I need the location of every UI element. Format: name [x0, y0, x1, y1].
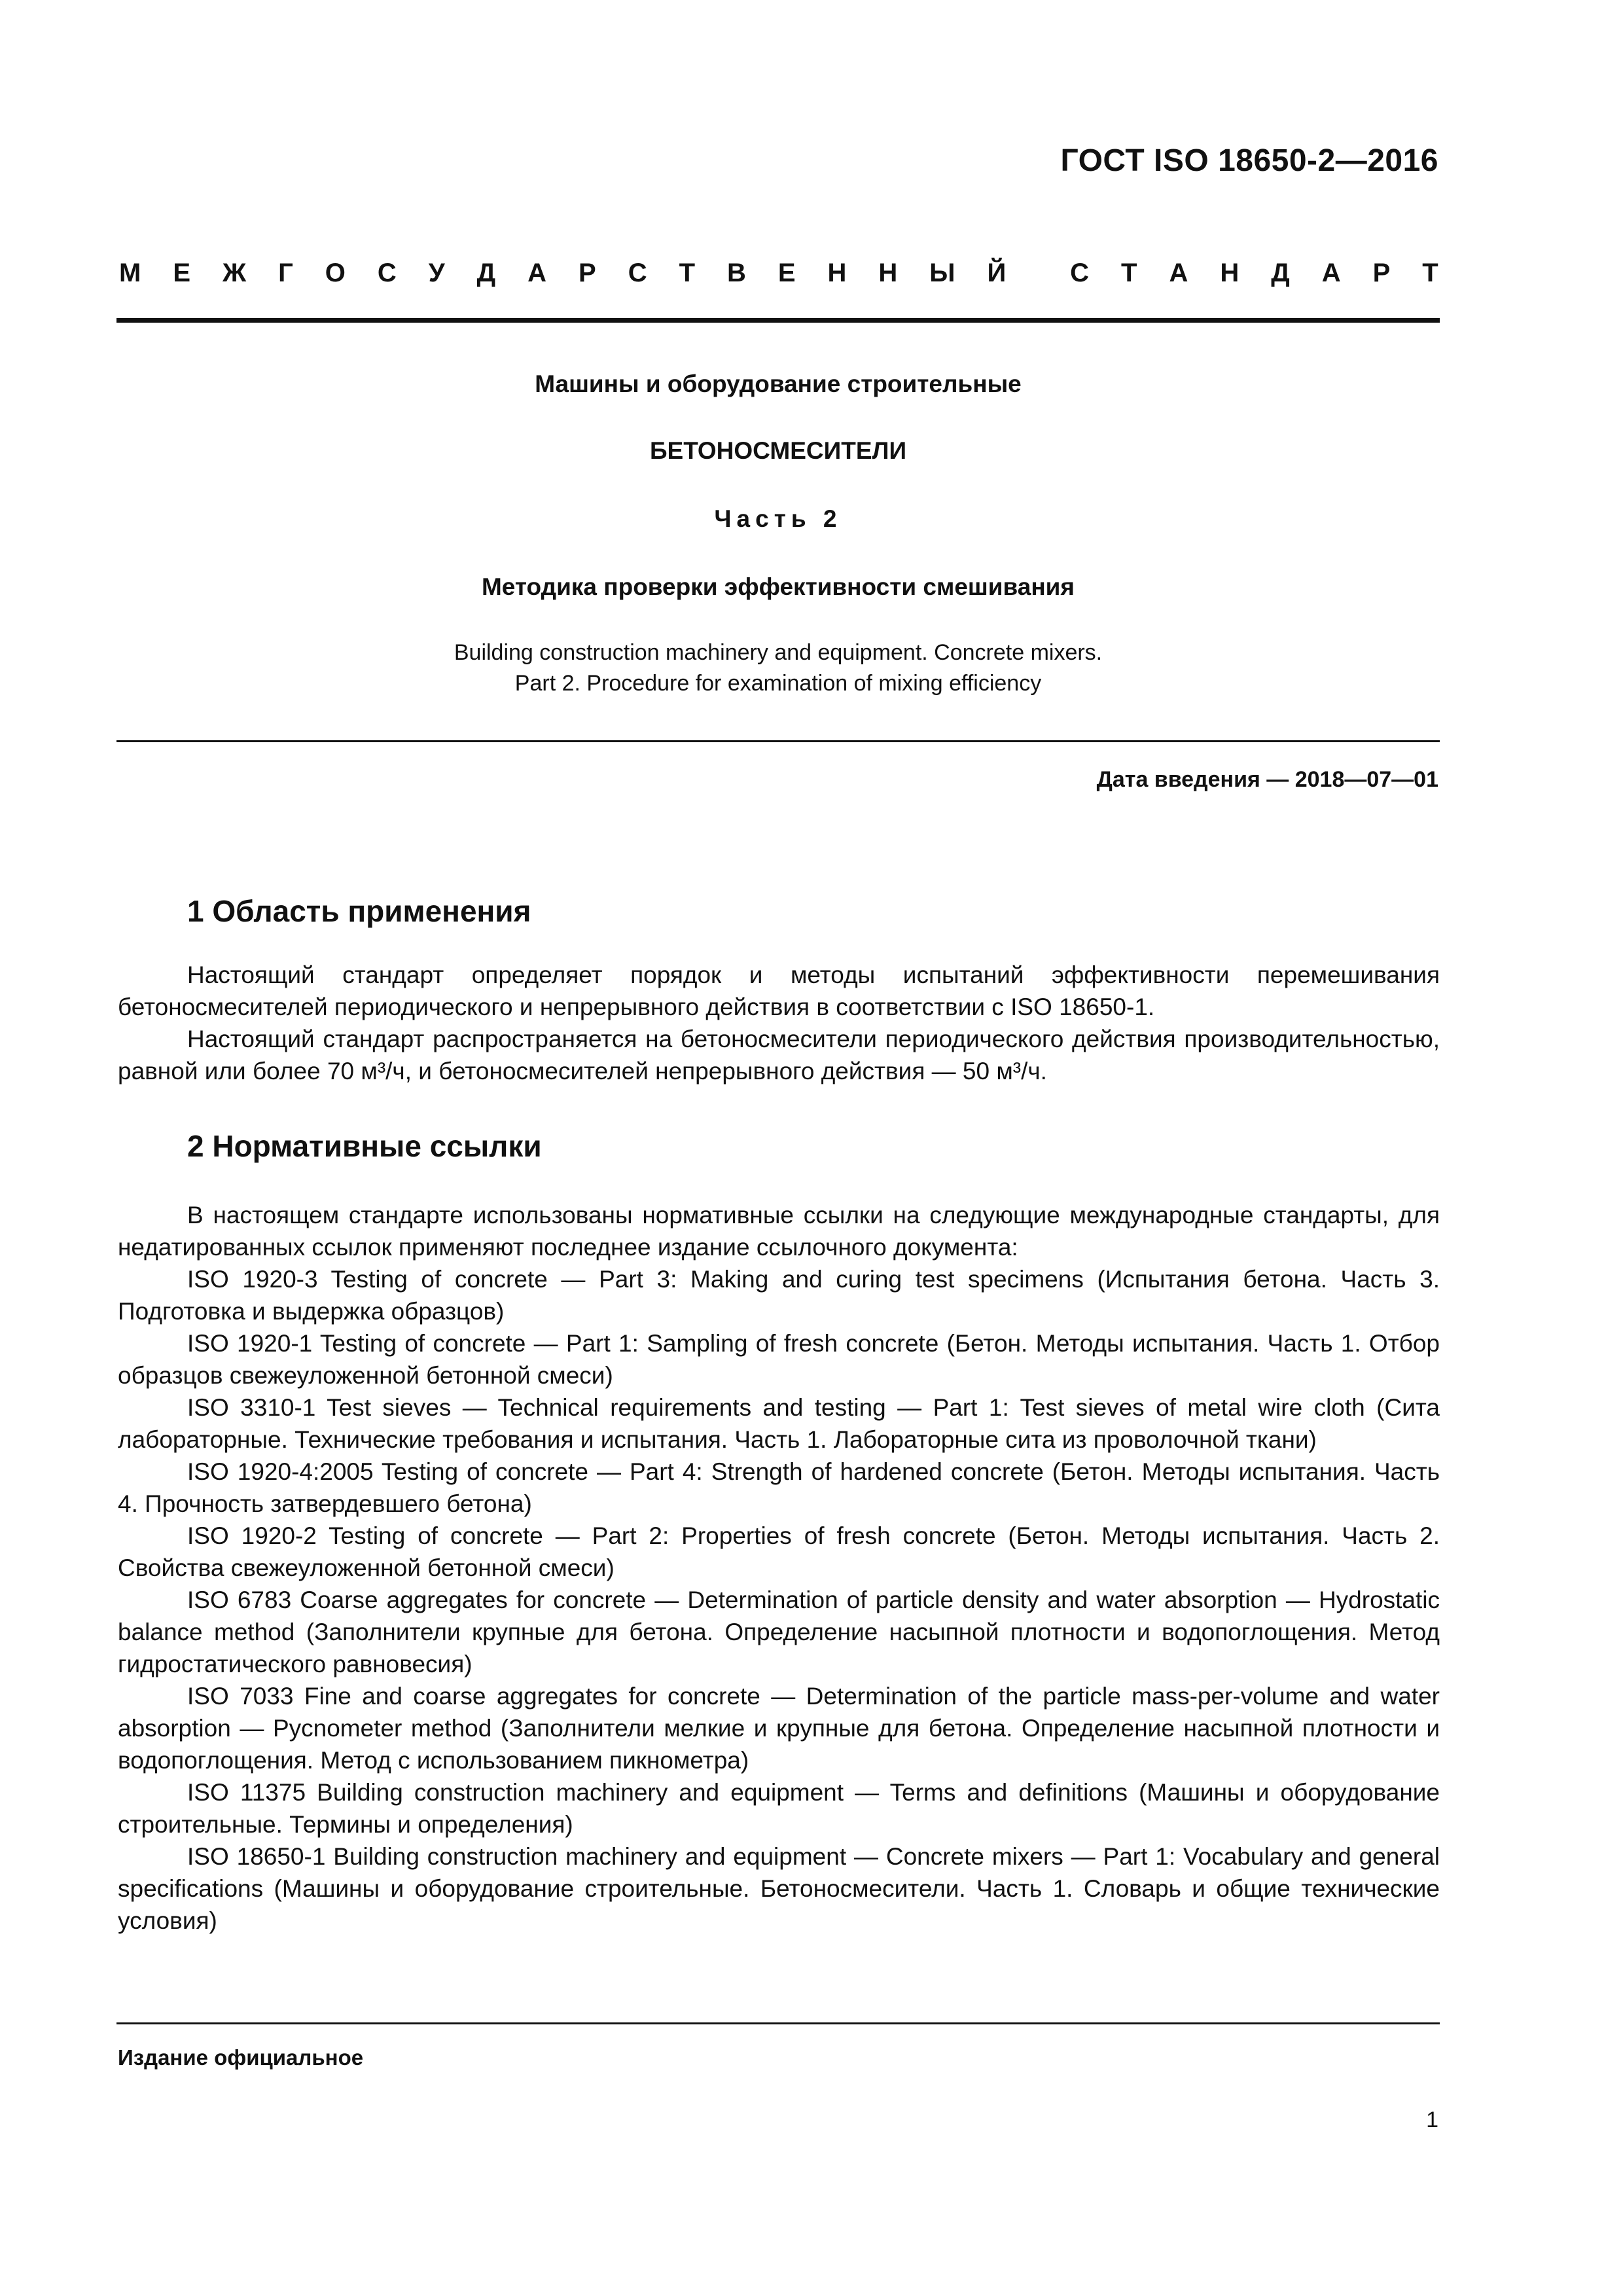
standard-type-letter: Д	[476, 259, 496, 287]
standard-type-letter: О	[325, 259, 346, 287]
standard-type-letter: Т	[679, 259, 695, 287]
standard-type-letter: Н	[827, 259, 847, 287]
standard-type-letter: Ы	[929, 259, 955, 287]
reference-item: ISO 1920-2 Testing of concrete — Part 2: Properties of fresh concrete (Бетон. Методы испытания. Часть 2. Свойства свежеуложенной бетонной смеси)	[118, 1522, 1440, 1581]
standard-type-letter: Т	[1121, 259, 1137, 287]
reference-item: ISO 1920-4:2005 Testing of concrete — Part 4: Strength of hardened concrete (Бетон. Методы испытания. Часть 4. Прочность затвердевшего бетона)	[118, 1458, 1440, 1517]
reference-item: ISO 18650-1 Building construction machinery and equipment — Concrete mixers — Part 1: Vocabulary and general specifications (Машины и оборудование строительные. Бетоносмесители. Часть 1. Словарь и общие технические условия)	[118, 1843, 1440, 1934]
standard-type-letter: Г	[278, 259, 293, 287]
standard-type-letter: Ж	[222, 259, 247, 287]
reference-item: ISO 11375 Building construction machinery and equipment — Terms and definitions (Машины и оборудование строительные. Термины и определения)	[118, 1779, 1440, 1838]
standard-type-letter: Е	[777, 259, 796, 287]
introduction-date: Дата введения — 2018—07—01	[1096, 767, 1438, 792]
title-divider	[116, 740, 1440, 742]
reference-item: ISO 1920-1 Testing of concrete — Part 1: Sampling of fresh concrete (Бетон. Методы испытания. Часть 1. Отбор образцов свежеуложенной бетонной смеси)	[118, 1330, 1440, 1389]
footer-divider	[116, 2022, 1440, 2024]
standard-type-label	[119, 259, 1438, 288]
paragraph: Настоящий стандарт определяет порядок и методы испытаний эффективности перемешивания бетоносмесителей периодического и непрерывного действия в соответствии с ISO 18650-1.	[118, 961, 1440, 1020]
standard-type-letter: С	[377, 259, 397, 287]
section-body-normative-references	[118, 1199, 1440, 1937]
standard-type-letter: В	[726, 259, 746, 287]
title-group: Машины и оборудование строительные	[535, 370, 1022, 397]
document-number: ГОСТ ISO 18650-2—2016	[1060, 143, 1438, 178]
section-body-scope	[118, 959, 1440, 1087]
standard-type-letter: Р	[1372, 259, 1391, 287]
title-main: БЕТОНОСМЕСИТЕЛИ	[649, 437, 907, 464]
standard-type-letter: А	[1169, 259, 1188, 287]
standard-type-letter: А	[527, 259, 547, 287]
standard-type-letter: С	[1070, 259, 1090, 287]
reference-item: ISO 6783 Coarse aggregates for concrete — Determination of particle density and water absorption — Hydrostatic balance method (Заполнители крупные для бетона. Определение насыпной плотности и водопоглощения. Метод гидростатического равновесия)	[118, 1587, 1440, 1677]
standard-type-letter: Р	[579, 259, 596, 287]
title-part: Часть 2	[714, 505, 842, 532]
reference-item: ISO 3310-1 Test sieves — Technical requirements and testing — Part 1: Test sieves of metal wire cloth (Сита лабораторные. Технические требования и испытания. Часть 1. Лабораторные сита из проволочной ткани)	[118, 1394, 1440, 1453]
standard-type-letter: Е	[173, 259, 190, 287]
standard-type-letter: М	[119, 259, 141, 287]
paragraph: Настоящий стандарт распространяется на бетоносмесители периодического действия производительностью, равной или более 70 м³/ч, и бетоносмесителей непрерывного действия — 50 м³/ч.	[118, 1026, 1440, 1085]
official-edition-label: Издание официальное	[118, 2045, 364, 2070]
standard-type-letter: Й	[987, 259, 1007, 287]
reference-item: ISO 1920-3 Testing of concrete — Part 3: Making and curing test specimens (Испытания бетона. Часть 3. Подготовка и выдержка образцов)	[118, 1266, 1440, 1325]
title-subtitle: Методика проверки эффективности смешивания	[481, 573, 1075, 600]
standard-type-letter: Н	[1220, 259, 1240, 287]
title-english-line-2: Part 2. Procedure for examination of mixing efficiency	[514, 671, 1042, 696]
reference-item: ISO 7033 Fine and coarse aggregates for concrete — Determination of the particle mass-per-volume and water absorption — Pycnometer method (Заполнители мелкие и крупные для бетона. Определение насыпной плотности и водопоглощения. Метод с использованием пикнометра)	[118, 1683, 1440, 1774]
standard-type-letter: Д	[1271, 259, 1290, 287]
standard-type-letter: Т	[1422, 259, 1438, 287]
title-english-line-1: Building construction machinery and equipment. Concrete mixers.	[454, 640, 1103, 665]
paragraph: В настоящем стандарте использованы нормативные ссылки на следующие международные стандарты, для недатированных ссылок применяют последнее издание ссылочного документа:	[118, 1202, 1440, 1261]
standard-type-letter: А	[1321, 259, 1341, 287]
standard-type-letter: Н	[878, 259, 898, 287]
standard-type-letter: У	[428, 259, 445, 287]
section-heading-normative-references: 2 Нормативные ссылки	[187, 1129, 542, 1163]
standard-type-letter: С	[628, 259, 647, 287]
header-divider	[116, 318, 1440, 323]
page-number: 1	[1426, 2108, 1438, 2132]
section-heading-scope: 1 Область применения	[187, 894, 531, 928]
